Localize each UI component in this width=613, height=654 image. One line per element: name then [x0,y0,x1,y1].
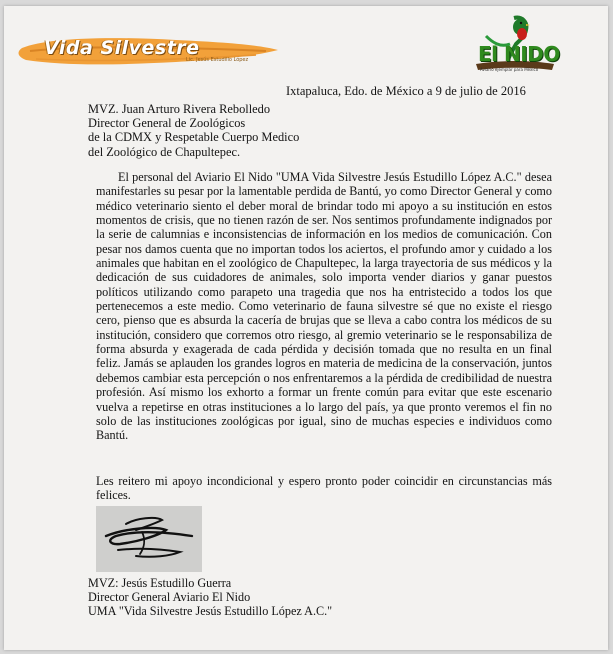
addressee-line: del Zoológico de Chapultepec. [88,144,241,159]
el-nido-logo [470,14,560,80]
vida-silvestre-logo [16,32,284,72]
signer-line: UMA "Vida Silvestre Jesús Estudillo López A.C." [88,604,333,619]
signature-image [96,506,202,572]
addressee-line: de la CDMX y Respetable Cuerpo Medico [88,130,300,145]
letter-closing: Les reitero mi apoyo incondicional y espero pronto poder coincidir en circunstancias más felices. [96,474,552,503]
handwritten-signature-icon [96,506,202,572]
logo-right-name: El NIDO [478,42,560,66]
signer-block [88,576,332,619]
logo-right-tagline: Aviario ejemplar para México [480,67,539,72]
signer-line: MVZ: Jesús Estudillo Guerra [88,576,232,590]
letter-page [4,6,608,650]
logo-left-name: Vida Silvestre [44,37,200,59]
letter-body: El personal del Aviario El Nido "UMA Vida Silvestre Jesús Estudillo López A.C." desea manifestarles su pesar por la lamentable perdida de Bantú, yo como Director General y como médico veterinario siento el deber moral de brindar todo mi apoyo a su institución en estos momentos de crisis, que no tienen razón de ser. Nos sentimos profundamente indignados por la serie de calumnias e inconsistencias de información en los medios de comunicación. Con pesar nos damos cuenta que no importan todos los aciertos, el profundo amor y cuidado a los animales que habitan en el zoológico de Chapultepec, la larga trayectoria de sus médicos y la dedicación de sus cuidadores de animales, solo importa vender diarios y ganar puestos políticos utilizando como parapeto una tragedia que nos ha entristecido a todos los que pertenecemos a este medio. Como veterinario de fauna silvestre sé que no existe el riesgo cero, pienso que es absurda la cacería de brujas que se lleva a cabo contra los médicos de su institución, considero que corremos otro riesgo, al gremio veterinario se le responsabiliza de forma absurda y exagerada de cada pérdida y decisión tomada que no resulta en un final feliz. Jamás se aplauden los grandes logros en materia de medicina de la conservación, juntos debemos cambiar esta percepción o nos enfrentaremos a la pérdida de credibilidad de nuestra profesión. Así mismo los exhorto a formar un frente común para evitar que este escenario vuelva a repetirse en otras instituciones a lo largo del país, ya que pronto veremos el fin no solo de las instituciones zoológicas por igual, sino de muchas especies e individuos como Bantú. [96,170,552,443]
addressee-block [88,102,299,159]
signer-line: Director General Aviario El Nido [88,590,251,605]
addressee-line: MVZ. Juan Arturo Rivera Rebolledo [88,102,271,116]
logo-left-tagline: Lic. Jesús Estudillo López [186,57,249,63]
date-line: Ixtapaluca, Edo. de México a 9 de julio de 2016 [286,84,526,98]
addressee-line: Director General de Zoológicos [88,116,246,131]
